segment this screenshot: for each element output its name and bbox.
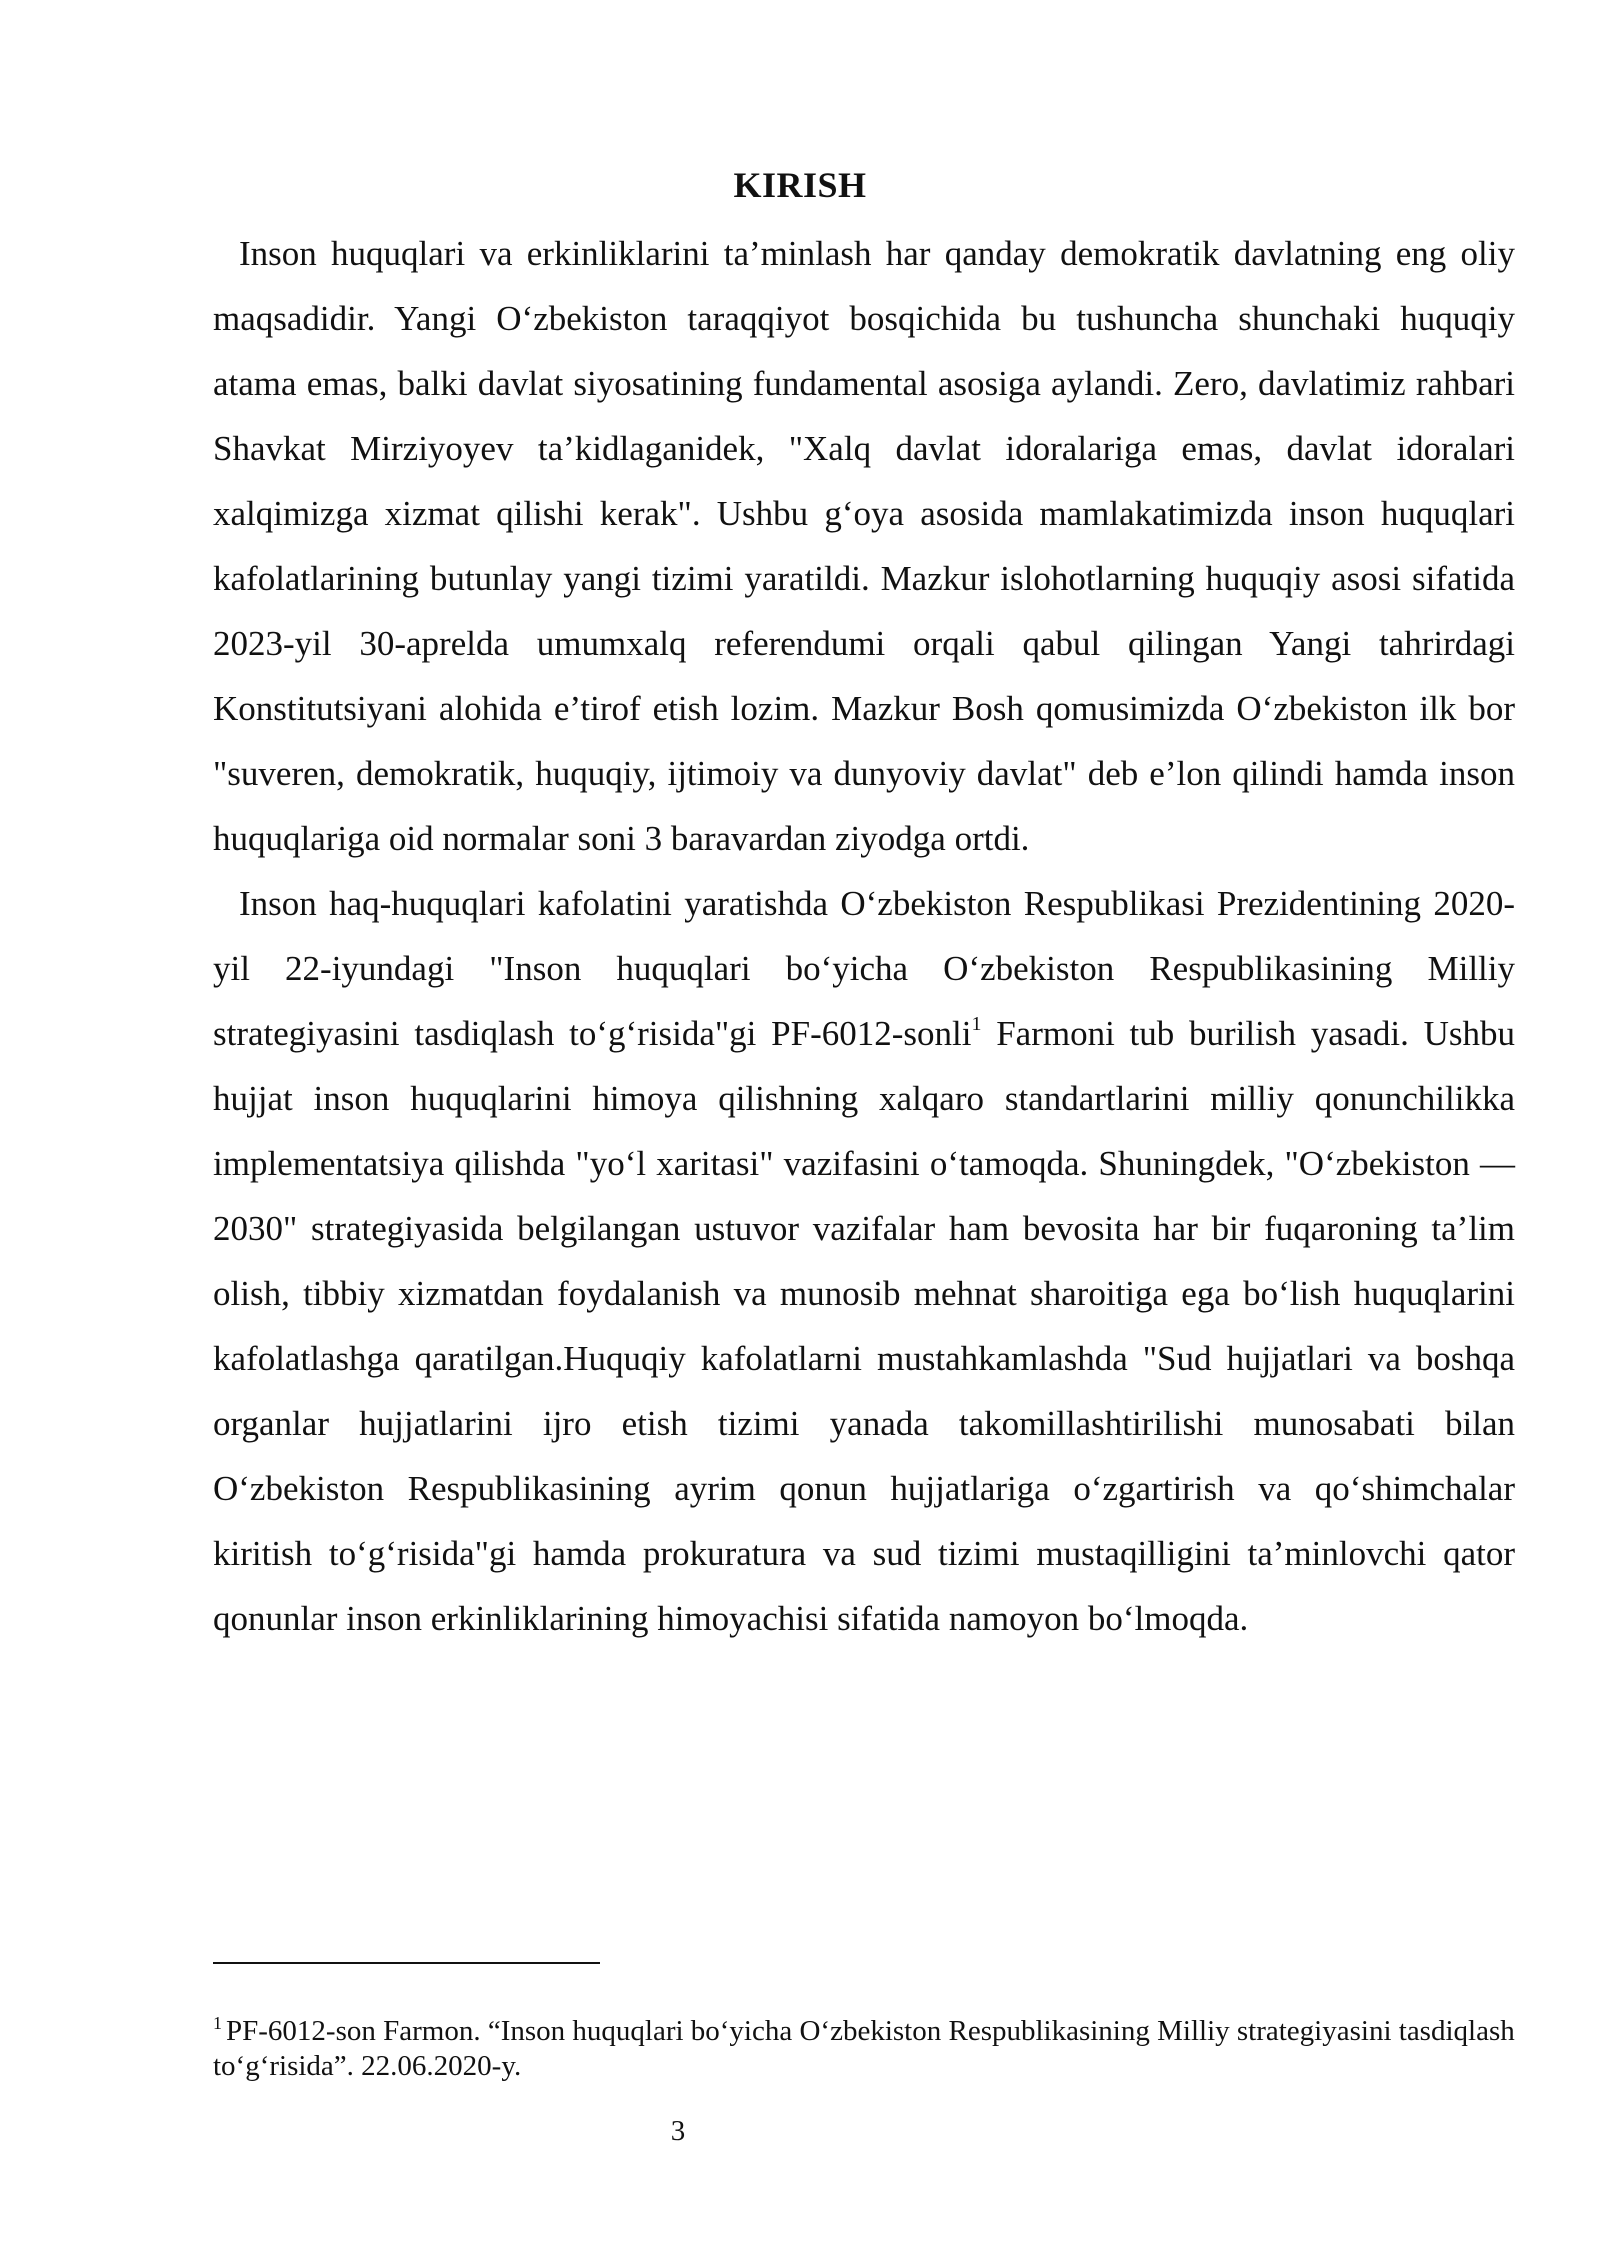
body-text	[213, 221, 1515, 1651]
footnote-reference[interactable]: 1	[971, 1013, 982, 1036]
paragraph-2-text-after: Farmoni tub burilish yasadi. Ushbu hujjat inson huquqlarini himoya qilishning xalqaro standartlarini milliy qonunchilikka implementatsiya qilishda "yo‘l xaritasi" vazifasini o‘tamoqda. Shuningdek, "O‘zbekiston — 2030" strategiyasida belgilangan ustuvor vazifalar ham bevosita har bir fuqaroning ta’lim olish, tibbiy xizmatdan foydalanish va munosib mehnat sharoitiga ega bo‘lish huquqlarini kafolatlashga qaratilgan.Huquqiy kafolatlarni mustahkamlashda "Sud hujjatlari va boshqa organlar hujjatlarini ijro etish tizimi yanada takomillashtirilishi munosabati bilan O‘zbekiston Respublikasining ayrim qonun hujjatlariga o‘zgartirish va qo‘shimchalar kiritish to‘g‘risida"gi hamda prokuratura va sud tizimi mustaqilligini ta’minlovchi qator qonunlar inson erkinliklarining himoyachisi sifatida namoyon bo‘lmoqda.	[213, 1014, 1516, 1638]
paragraph-1-text: Inson huquqlari va erkinliklarini ta’minlash har qanday demokratik davlatning eng oliy maqsadidir. Yangi O‘zbekiston taraqqiyot bosqichida bu tushuncha shunchaki huquqiy atama emas, balki davlat siyosatining fundamental asosiga aylandi. Zero, davlatimiz rahbari Shavkat Mirziyoyev ta’kidlaganidek, "Xalq davlat idoralariga emas, davlat idoralari xalqimizga xizmat qilishi kerak". Ushbu g‘oya asosida mamlakatimizda inson huquqlari kafolatlarining butunlay yangi tizimi yaratildi. Mazkur islohotlarning huquqiy asosi sifatida 2023-yil 30-aprelda umumxalq referendumi orqali qabul qilingan Yangi tahrirdagi Konstitutsiyani alohida e’tirof etish lozim. Mazkur Bosh qomusimizda O‘zbekiston ilk bor "suveren, demokratik, huquqiy, ijtimoiy va dunyoviy davlat" deb e’lon qilindi hamda inson huquqlariga oid normalar soni 3 baravardan ziyodga ortdi.	[213, 234, 1515, 858]
section-title: KIRISH	[733, 165, 867, 205]
footnote-text: PF-6012-son Farmon. “Inson huquqlari bo‘yicha O‘zbekiston Respublikasining Milliy strategiyasini tasdiqlash to‘g‘risida”. 22.06.2020-y.	[213, 2015, 1515, 2082]
footnote-marker: 1	[213, 2013, 222, 2034]
footnote-separator	[213, 1962, 600, 1964]
paragraph-2	[213, 871, 1515, 1651]
footnote	[213, 2014, 1515, 2084]
paragraph-1	[213, 221, 1515, 871]
paragraph-2-text-before: Inson haq-huquqlari kafolatini yaratishda O‘zbekiston Respublikasi Prezidentining 2020-yil 22-iyundagi "Inson huquqlari bo‘yicha O‘zbekiston Respublikasining Milliy strategiyasini tasdiqlash to‘g‘risida"gi PF-6012-sonli	[213, 884, 1515, 1053]
page-number: 3	[670, 2115, 686, 2147]
